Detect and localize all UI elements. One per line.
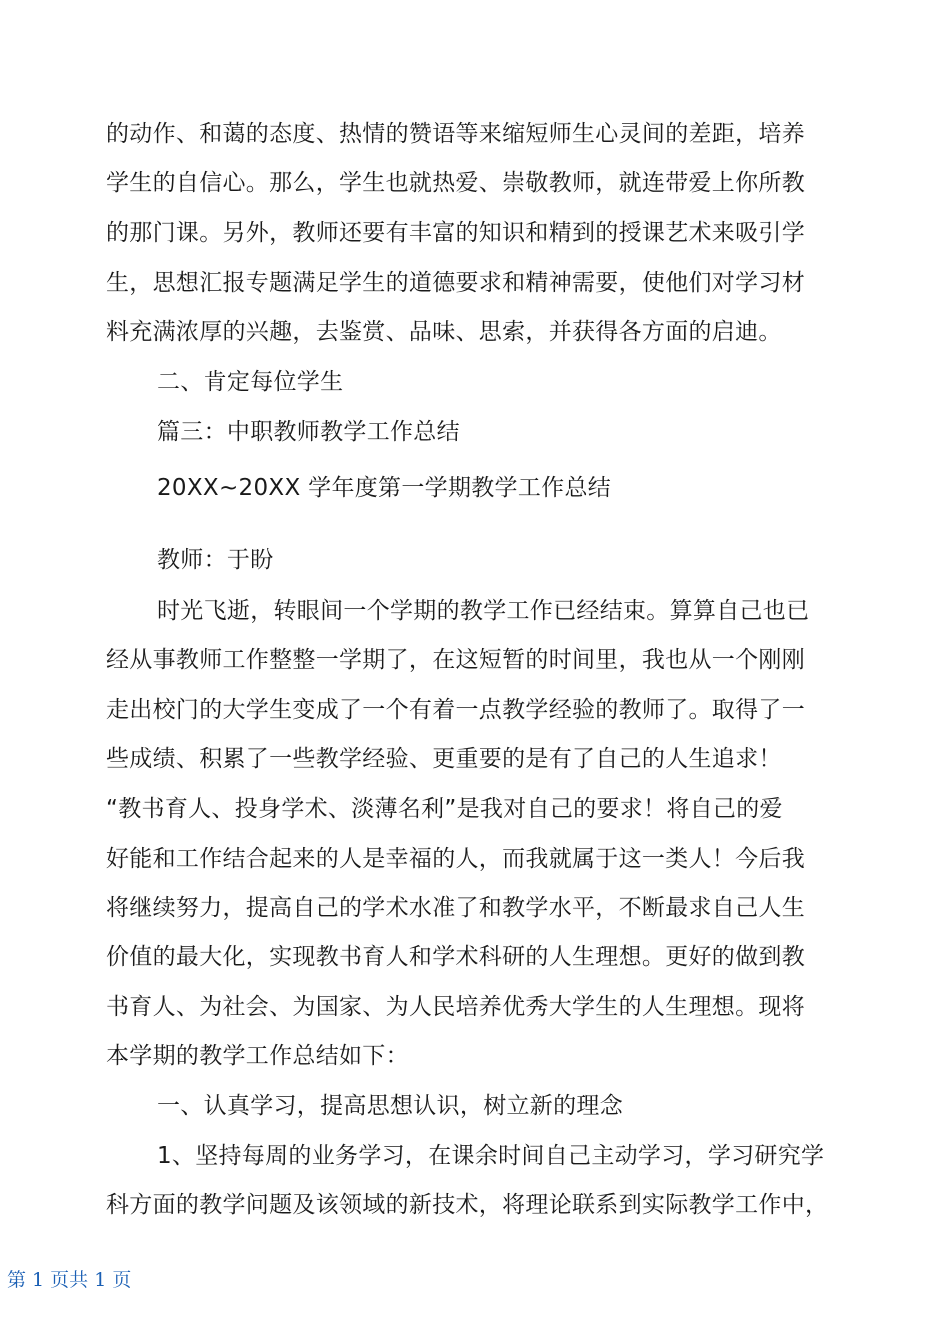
paragraph-line: 的动作、和蔼的态度、热情的赞语等来缩短师生心灵间的差距，培养 — [106, 121, 805, 147]
paragraph-line: 本学期的教学工作总结如下： — [106, 1043, 409, 1069]
paragraph-line: 些成绩、积累了一些教学经验、更重要的是有了自己的人生追求！ — [106, 746, 782, 772]
paragraph-line: 书育人、为社会、为国家、为人民培养优秀大学生的人生理想。现将 — [106, 994, 805, 1020]
paragraph-line: 走出校门的大学生变成了一个有着一点教学经验的教师了。取得了一 — [106, 697, 805, 723]
teacher-line: 教师：于盼 — [157, 547, 274, 573]
paragraph-line: 的那门课。另外，教师还要有丰富的知识和精到的授课艺术来吸引学 — [106, 220, 805, 246]
paragraph-line: 料充满浓厚的兴趣，去鉴赏、品味、思索，并获得各方面的启迪。 — [106, 319, 782, 345]
paragraph-line: 科方面的教学问题及该领域的新技术，将理论联系到实际教学工作中， — [106, 1192, 829, 1218]
section-heading: 一、认真学习，提高思想认识，树立新的理念 — [157, 1093, 623, 1119]
section-heading: 二、肯定每位学生 — [157, 369, 344, 395]
paragraph-line: 1、坚持每周的业务学习，在课余时间自己主动学习，学习研究学 — [157, 1143, 825, 1169]
paragraph-line: 学生的自信心。那么，学生也就热爱、崇敬教师，就连带爱上你所教 — [106, 170, 805, 196]
document-subtitle: 20XX~20XX 学年度第一学期教学工作总结 — [157, 475, 612, 501]
part-heading: 篇三：中职教师教学工作总结 — [157, 419, 460, 445]
paragraph-line: 好能和工作结合起来的人是幸福的人，而我就属于这一类人！今后我 — [106, 846, 805, 872]
paragraph-line: 时光飞逝，转眼间一个学期的教学工作已经结束。算算自己也已 — [157, 598, 810, 624]
paragraph-line: 生，思想汇报专题满足学生的道德要求和精神需要，使他们对学习材 — [106, 270, 805, 296]
paragraph-line: 价值的最大化，实现教书育人和学术科研的人生理想。更好的做到教 — [106, 944, 805, 970]
paragraph-line: 经从事教师工作整整一学期了，在这短暂的时间里，我也从一个刚刚 — [106, 647, 805, 673]
paragraph-line: 将继续努力，提高自己的学术水准了和教学水平，不断最求自己人生 — [106, 895, 805, 921]
page-indicator: 第 1 页共 1 页 — [7, 1269, 132, 1291]
paragraph-line: “教书育人、投身学术、淡薄名利”是我对自己的要求！将自己的爱 — [106, 796, 783, 822]
